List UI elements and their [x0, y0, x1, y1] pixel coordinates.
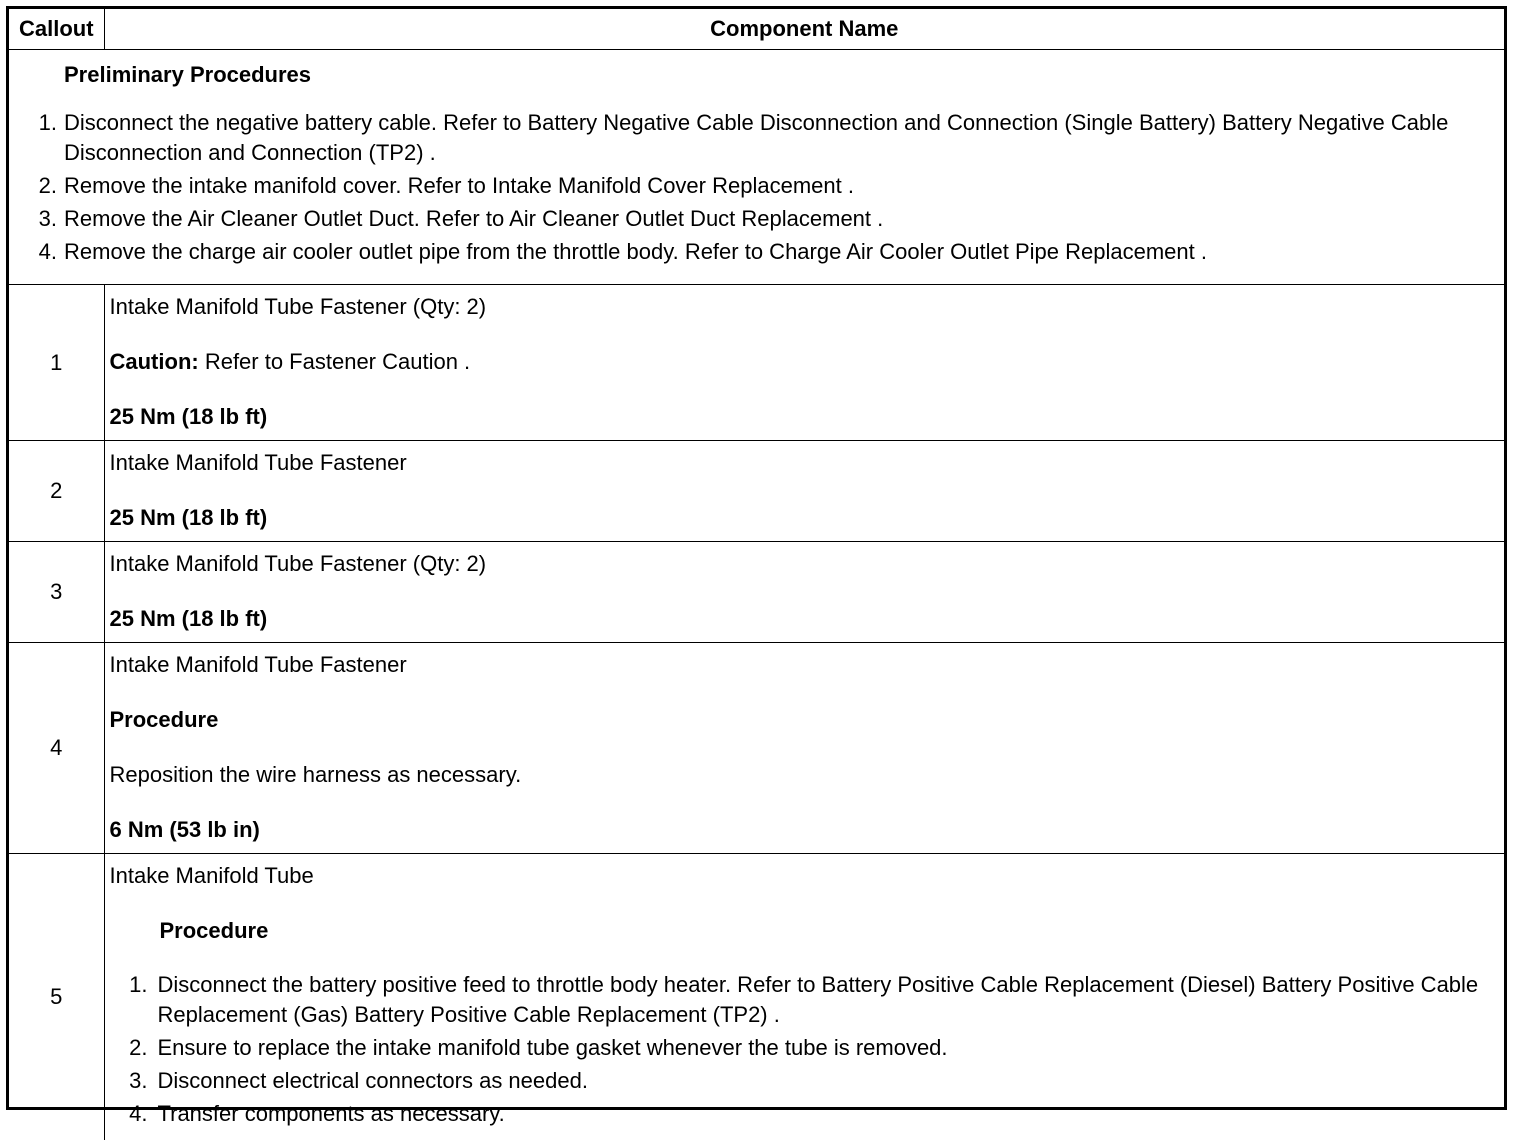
component-name: Intake Manifold Tube Fastener — [110, 448, 1505, 478]
step-text: Remove the charge air cooler outlet pipe from the throttle body. Refer to Charge Air Cooler Outlet Pipe Replacement . — [57, 237, 1504, 267]
torque-spec: 25 Nm (18 lb ft) — [110, 503, 1505, 533]
preliminary-title: Preliminary Procedures — [64, 62, 1504, 90]
list-item — [110, 970, 1505, 1030]
step-number: 2. — [110, 1033, 148, 1063]
list-item — [110, 1066, 1505, 1096]
step-text: Ensure to replace the intake manifold tube gasket whenever the tube is removed. — [148, 1033, 1505, 1063]
component-name: Intake Manifold Tube — [110, 861, 1505, 891]
step-text: Transfer components as necessary. — [148, 1099, 1505, 1129]
preliminary-steps — [9, 108, 1504, 267]
step-number: 1. — [110, 970, 148, 1030]
step-number: 4. — [110, 1099, 148, 1129]
component-cell — [104, 854, 1504, 1140]
caution-text: Refer to Fastener Caution . — [199, 349, 470, 374]
component-table-frame — [6, 6, 1507, 1110]
table-row — [9, 285, 1504, 441]
procedure-label: Procedure — [110, 705, 1505, 735]
torque-spec: 25 Nm (18 lb ft) — [110, 604, 1505, 634]
step-text: Disconnect electrical connectors as needed. — [148, 1066, 1505, 1096]
step-number: 4. — [9, 237, 57, 267]
component-name: Intake Manifold Tube Fastener — [110, 650, 1505, 680]
table-row — [9, 854, 1504, 1140]
procedure-text: Reposition the wire harness as necessary. — [110, 760, 1505, 790]
step-text: Disconnect the negative battery cable. Refer to Battery Negative Cable Disconnection and Connection (Single Battery) Battery Negative Cable Disconnection and Connection (TP2) . — [57, 108, 1504, 168]
callout-number: 1 — [9, 285, 104, 441]
step-number: 2. — [9, 171, 57, 201]
table-row — [9, 542, 1504, 643]
list-item — [110, 1033, 1505, 1063]
table-row — [9, 643, 1504, 854]
step-text: Remove the intake manifold cover. Refer to Intake Manifold Cover Replacement . — [57, 171, 1504, 201]
torque-spec: 25 Nm (18 lb ft) — [110, 402, 1505, 432]
component-name-header: Component Name — [104, 9, 1504, 50]
callout-number: 4 — [9, 643, 104, 854]
caution-note — [110, 347, 1505, 377]
table-row — [9, 441, 1504, 542]
procedure-steps — [110, 970, 1505, 1129]
callout-number: 5 — [9, 854, 104, 1140]
component-cell — [104, 542, 1504, 643]
list-item — [9, 237, 1504, 267]
list-item — [9, 204, 1504, 234]
step-number: 1. — [9, 108, 57, 168]
step-number: 3. — [110, 1066, 148, 1096]
preliminary-row — [9, 50, 1504, 285]
step-text: Disconnect the battery positive feed to throttle body heater. Refer to Battery Positive Cable Replacement (Diesel) Battery Positive Cable Replacement (Gas) Battery Positive Cable Replacement (TP2) . — [148, 970, 1505, 1030]
list-item — [9, 108, 1504, 168]
header-row — [9, 9, 1504, 50]
component-cell — [104, 441, 1504, 542]
callout-header: Callout — [9, 9, 104, 50]
step-number: 3. — [9, 204, 57, 234]
procedure-label: Procedure — [160, 916, 1505, 946]
callout-number: 2 — [9, 441, 104, 542]
component-cell — [104, 643, 1504, 854]
component-name: Intake Manifold Tube Fastener (Qty: 2) — [110, 292, 1505, 322]
list-item — [110, 1099, 1505, 1129]
component-table — [9, 9, 1504, 1140]
component-cell — [104, 285, 1504, 441]
preliminary-cell — [9, 50, 1504, 285]
callout-number: 3 — [9, 542, 104, 643]
caution-label: Caution: — [110, 349, 199, 374]
component-name: Intake Manifold Tube Fastener (Qty: 2) — [110, 549, 1505, 579]
torque-spec: 6 Nm (53 lb in) — [110, 815, 1505, 845]
list-item — [9, 171, 1504, 201]
step-text: Remove the Air Cleaner Outlet Duct. Refer to Air Cleaner Outlet Duct Replacement . — [57, 204, 1504, 234]
